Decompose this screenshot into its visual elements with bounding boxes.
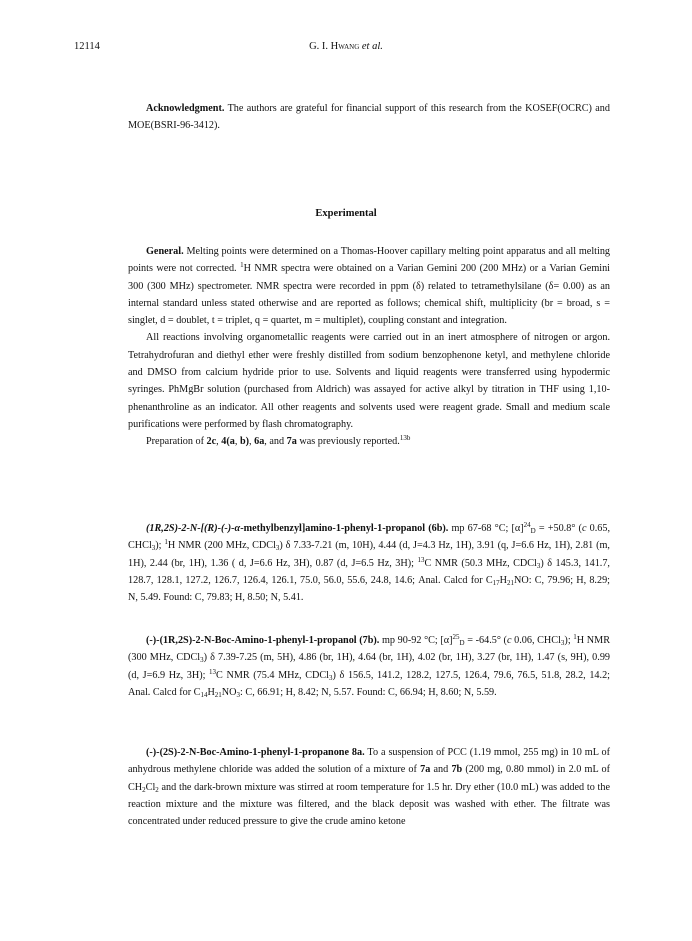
- general-text-2: H NMR spectra were obtained on a Varian Gemini 200 (200 MHz) or a Varian Gemini 300 (300 MHz) spectrometer. NMR spectra were recorded in ppm (δ) related to tetramethylsilane (δ= 0.00) as an internal standard unless stated otherwise and are reported as follows; chemical shift, multiplicity (br = broad, s = singlet, d = doublet, t = triplet, q = quartet, m = multiplet), coupling constant and integration.: [128, 263, 611, 327]
- compound-6b-sub: 17: [492, 578, 500, 587]
- compound-8a-ref: 7b: [451, 764, 463, 776]
- compound-7b-sub: D: [459, 639, 465, 647]
- compound-7b-data: );: [564, 635, 574, 646]
- general-sup: 1: [240, 261, 244, 270]
- running-head-etal: et al.: [359, 41, 383, 52]
- prep-text: , and: [264, 436, 287, 448]
- compound-7b-data: c: [506, 635, 512, 646]
- prep-compound: 2c: [206, 436, 217, 448]
- compound-7b-data: ) δ 7.39-7.25 (m, 5H), 4.86 (br, 1H), 4.64 (br, 1H), 4.02 (br, 1H), 3.27 (br, 1H), 1.47 (s, 9H), 0.99 (d, J=6.9 Hz, 3H);: [128, 652, 611, 681]
- compound-6b-data: C NMR (50.3 MHz, CDCl: [424, 557, 537, 569]
- prep-compound: 4(a: [221, 436, 235, 448]
- compound-8a-data: Cl: [145, 781, 156, 793]
- compound-8a-data: and the dark-brown mixture was stirred at room temperature for 1.5 hr. Dry ether (10.0 mL) was added to the reaction mixture and the mixture was filtered, and the black deposit was washed with ether. The filtrate was concentrated under reduced pressure to give the crude amino ketone: [128, 781, 610, 828]
- compound-6b-data: H: [499, 574, 507, 586]
- running-head-author-smallcaps: wang: [338, 41, 360, 52]
- compound-7b-data: : C, 66.91; H, 8.42; N, 5.57. Found: C, 66.94; H, 8.60; N, 5.59.: [240, 686, 497, 698]
- section-title-experimental: Experimental: [315, 208, 377, 219]
- compound-7b-name: (-)-(1R,2S)-2-N-Boc-Amino-1-phenyl-1-propanol (7b).: [146, 635, 380, 646]
- compound-7b-sub: 3: [329, 673, 333, 682]
- prep-compound: 6a: [254, 436, 265, 448]
- compound-6b-data: mp 67-68 °C; [α]: [448, 523, 524, 534]
- compound-6b-data: );: [155, 540, 165, 552]
- prep-text: Preparation of: [146, 436, 207, 448]
- preparation-paragraph: [128, 433, 610, 450]
- compound-6b-sub: D: [530, 527, 536, 535]
- compound-7b-sub: 14: [200, 690, 208, 699]
- compound-8a-data: To a suspension of PCC (1.19 mmol, 255 mg) in 10 mL of anhydrous methylene chloride was added the solution of a mixture of: [128, 747, 611, 776]
- compound-7b-sub: 3: [560, 639, 565, 647]
- compound-6b-data: NO: C, 79.96; H, 8.29; N, 5.49. Found: C, 79.83; H, 8.50; N, 5.41.: [128, 574, 611, 604]
- compound-7b-sup: 1: [573, 633, 577, 641]
- acknowledgment-label: Acknowledgment.: [146, 103, 225, 114]
- acknowledgment-text: The authors are grateful for financial support of this research from the KOSEF(OCRC) and MOE(BSRI-96-3412).: [128, 103, 610, 132]
- compound-7b-data: C NMR (75.4 MHz, CDCl: [216, 669, 330, 681]
- compound-7b-data: NO: [221, 686, 237, 698]
- general-section: [128, 243, 610, 451]
- compound-7b-sub: 3: [200, 656, 204, 665]
- compound-6b-sub: 3: [151, 544, 156, 553]
- compound-7b-sup: 25: [452, 633, 460, 641]
- compound-6b-sup: 24: [523, 521, 531, 529]
- compound-8a-ref: 7a: [420, 764, 431, 776]
- prep-text: ,: [234, 436, 240, 448]
- compound-6b-sub: 3: [275, 544, 280, 553]
- compound-6b-data: ) δ 145.3, 141.7, 128.7, 128.1, 127.2, 126.7, 126.4, 126.1, 75.0, 56.0, 55.6, 24.8, 14.6; Anal. Calcd for C: [128, 557, 610, 586]
- general-label: General.: [146, 246, 184, 257]
- compound-7b-data: H: [207, 686, 215, 698]
- prep-compound: 7a: [286, 436, 297, 448]
- compound-8a-data: (200 mg, 0.80 mmol) in 2.0 mL of CH: [128, 764, 610, 793]
- compound-8a-section: [128, 744, 610, 830]
- general-text-1: Melting points were determined on a Thomas-Hoover capillary melting point apparatus and all melting points were not corrected.: [128, 246, 611, 275]
- compound-7b-data: ) δ 156.5, 141.2, 128.2, 127.5, 126.4, 79.6, 76.5, 51.8, 28.2, 14.2; Anal. Calcd for C: [128, 669, 610, 698]
- compound-7b-data: 0.06, CHCl: [511, 635, 561, 646]
- running-head-author: G. I. H: [309, 41, 339, 52]
- general-paragraph: [128, 243, 610, 329]
- compound-8a-name: (-)-(2S)-2-N-Boc-Amino-1-phenyl-1-propanone 8a.: [146, 747, 365, 758]
- compound-6b-sup: 1: [164, 538, 168, 547]
- compound-6b-section: [128, 520, 610, 606]
- compound-7b-sub: 3: [236, 690, 241, 699]
- prep-text: ,: [249, 436, 255, 448]
- compound-8a-sub: 2: [142, 785, 146, 794]
- compound-7b-data: = -64.5° (: [464, 635, 507, 646]
- prep-text: ,: [216, 436, 222, 448]
- compound-6b-name-part: (1R,2S)-2-: [146, 523, 190, 534]
- acknowledgment-paragraph: [128, 100, 610, 135]
- compound-6b-data: 0.65, CHCl: [128, 523, 611, 552]
- page-number: 12114: [74, 41, 100, 52]
- compound-6b-sub: 21: [506, 578, 514, 587]
- compound-7b-data: mp 90-92 °C; [α]: [379, 635, 453, 646]
- running-head: [0, 41, 692, 52]
- compound-7b-sup: 13: [209, 667, 217, 676]
- compound-7b-data: H NMR (300 MHz, CDCl: [128, 635, 611, 664]
- compound-8a-data: and: [430, 764, 452, 776]
- compound-6b-data: ) δ 7.33-7.21 (m, 10H), 4.44 (d, J=4.3 Hz, 1H), 3.91 (q, J=6.6 Hz, 1H), 2.81 (m, 1H), 2.44 (br, 1H), 1.36 ( d, J=6.6 Hz, 3H), 0.87 (d, J=6.5 Hz, 3H);: [128, 540, 610, 569]
- compound-7b-sub: 21: [214, 690, 222, 699]
- compound-7b-section: [128, 632, 610, 701]
- prep-reference: 13b: [399, 434, 411, 443]
- compound-6b-data: = +50.8° (: [535, 523, 582, 534]
- prep-compound: b): [239, 436, 250, 448]
- compound-8a-sub: 2: [155, 785, 159, 794]
- reactions-paragraph: All reactions involving organometallic reagents were carried out in an inert atmosphere of nitrogen or argon. Tetrahydrofuran and diethyl ether were freshly distilled from sodium benzophenone ketyl, and methylene chloride and DMSO from calcium hydride prior to use. Solvents and liquid reagents were transferred using hypodermic syringes. PhMgBr solution (purchased from Aldrich) was assayed for active alkyl by titration in THF using 1,10-phenanthroline as an indicator. All other reagents and solvents used were reagent grade. Small and medium scale purifications were performed by flash chromatography.: [128, 332, 610, 430]
- compound-6b-sup: 13: [417, 555, 425, 564]
- compound-6b-data: H NMR (200 MHz, CDCl: [167, 540, 276, 552]
- compound-6b-data: c: [581, 523, 587, 534]
- page-header: [0, 41, 692, 55]
- prep-text: was previously reported.: [296, 436, 400, 448]
- compound-6b-name-part: N-[(R)-(-)-α: [189, 523, 241, 534]
- compound-6b-sub: 3: [536, 561, 541, 570]
- compound-6b-name-part: -methylbenzyl]amino-1-phenyl-1-propanol (6b).: [240, 523, 449, 534]
- compound-6b-name: [146, 523, 448, 534]
